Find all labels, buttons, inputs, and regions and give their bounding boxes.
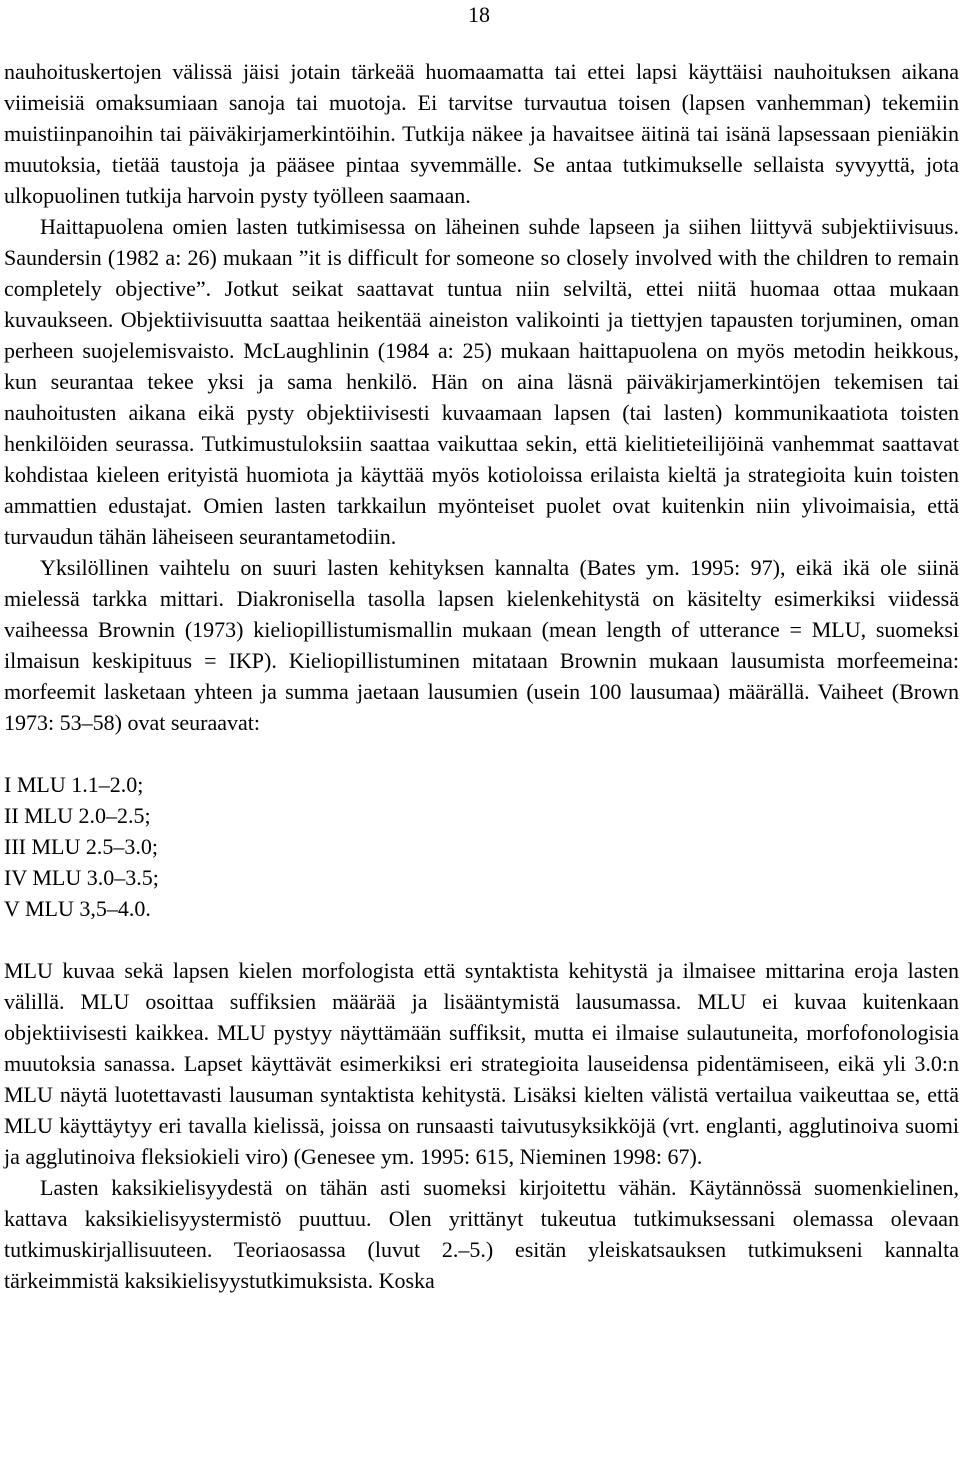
- spacer: [4, 924, 959, 955]
- paragraph-3: Yksilöllinen vaihtelu on suuri lasten kehityksen kannalta (Bates ym. 1995: 97), eikä ikä ole siinä mielessä tarkka mittari. Diakronisella tasolla lapsen kielenkehitystä on käsitelty esimerkiksi viidessä vaiheessa Brownin (1973) kieliopillistumismallin mukaan (mean length of utterance = MLU, suomeksi ilmaisun keskipituus = IKP). Kieliopillistuminen mitataan Brownin mukaan lausumista morfeemeina: morfeemit lasketaan yhteen ja summa jaetaan lausumien (usein 100 lausumaa) määrällä. Vaiheet (Brown 1973: 53–58) ovat seuraavat:: [4, 555, 959, 735]
- mlu-stage-item: III MLU 2.5–3.0;: [4, 834, 158, 859]
- paragraph-4: MLU kuvaa sekä lapsen kielen morfologista että syntaktista kehitystä ja ilmaisee mittarina eroja lasten välillä. MLU osoittaa suffiksien määrää ja lisääntymistä lausumassa. MLU ei kuvaa kuitenkaan objektiivisesti kaikkea. MLU pystyy näyttämään suffiksit, mutta ei ilmaise sulautuneita, morfofonologisia muutoksia sanassa. Lapset käyttävät esimerkiksi eri strategioita lauseidensa pidentämiseen, eikä yli 3.0:n MLU näytä luotettavasti lausuman syntaktista kehitystä. Lisäksi kielten välistä vertailua vaikeuttaa se, että MLU käyttäytyy eri tavalla kielissä, joissa on runsaasti taivutusyksikköjä (vrt. englanti, agglutinoiva suomi ja agglutinoiva fleksiokieli viro) (Genesee ym. 1995: 615, Nieminen 1998: 67).: [4, 958, 959, 1169]
- paragraph-2: Haittapuolena omien lasten tutkimisessa on läheinen suhde lapseen ja siihen liittyvä subjektiivisuus. Saundersin (1982 a: 26) mukaan ”it is difficult for someone so closely involved with the children to remain completely objective”. Jotkut seikat saattavat tuntua niin selviltä, ettei niitä huomaa ottaa mukaan kuvaukseen. Objektiivisuutta saattaa heikentää aineiston valikointi ja tiettyjen tapausten torjuminen, oman perheen suojelemisvaisto. McLaughlinin (1984 a: 25) mukaan haittapuolena on myös metodin heikkous, kun seurantaa tekee yksi ja sama henkilö. Hän on aina läsnä päiväkirjamerkintöjen tekemisen tai nauhoitusten aikana eikä pysty objektiivisesti kuvaamaan lapsen (tai lasten) kommunikaatiota toisten henkilöiden seurassa. Tutkimustuloksiin saattaa vaikuttaa sekin, että kielitieteilijöinä vanhemmat saattavat kohdistaa kieleen erityistä huomiota ja käyttää myös kotioloissa erilaista kieltä ja strategioita kuin toisten ammattien edustajat. Omien lasten tarkkailun myönteiset puolet ovat kuitenkin niin ylivoimaisia, että turvaudun tähän läheiseen seurantametodiin.: [4, 214, 959, 549]
- document-body: [4, 56, 959, 1296]
- mlu-stage-item: V MLU 3,5–4.0.: [4, 896, 151, 921]
- mlu-stage-item: II MLU 2.0–2.5;: [4, 803, 151, 828]
- mlu-stage-item: I MLU 1.1–2.0;: [4, 772, 144, 797]
- paragraph-5: Lasten kaksikielisyydestä on tähän asti suomeksi kirjoitettu vähän. Käytännössä suomenkielinen, kattava kaksikielisyystermistö puuttuu. Olen yrittänyt tukeutua tutkimuksessani olemassa olevaan tutkimuskirjallisuuteen. Teoriaosassa (luvut 2.–5.) esitän yleiskatsauksen tutkimukseni kannalta tärkeimmistä kaksikielisyystutkimuksista. Koska: [4, 1175, 959, 1293]
- paragraph-1: nauhoituskertojen välissä jäisi jotain tärkeää huomaamatta tai ettei lapsi käyttäisi nauhoituksen aikana viimeisiä omaksumiaan sanoja tai muotoja. Ei tarvitse turvautua toisen (lapsen vanhemman) tekemiin muistiinpanoihin tai päiväkirjamerkintöihin. Tutkija näkee ja havaitsee äitinä tai isänä lapsessaan pieniäkin muutoksia, tietää taustoja ja pääsee pintaa syvemmälle. Se antaa tutkimukselle sellaista syvyyttä, jota ulkopuolinen tutkija harvoin pysty työlleen saamaan.: [4, 59, 959, 208]
- page-number: 18: [468, 2, 490, 27]
- mlu-stage-item: IV MLU 3.0–3.5;: [4, 865, 159, 890]
- spacer: [4, 738, 959, 769]
- mlu-stage-list: [4, 769, 959, 924]
